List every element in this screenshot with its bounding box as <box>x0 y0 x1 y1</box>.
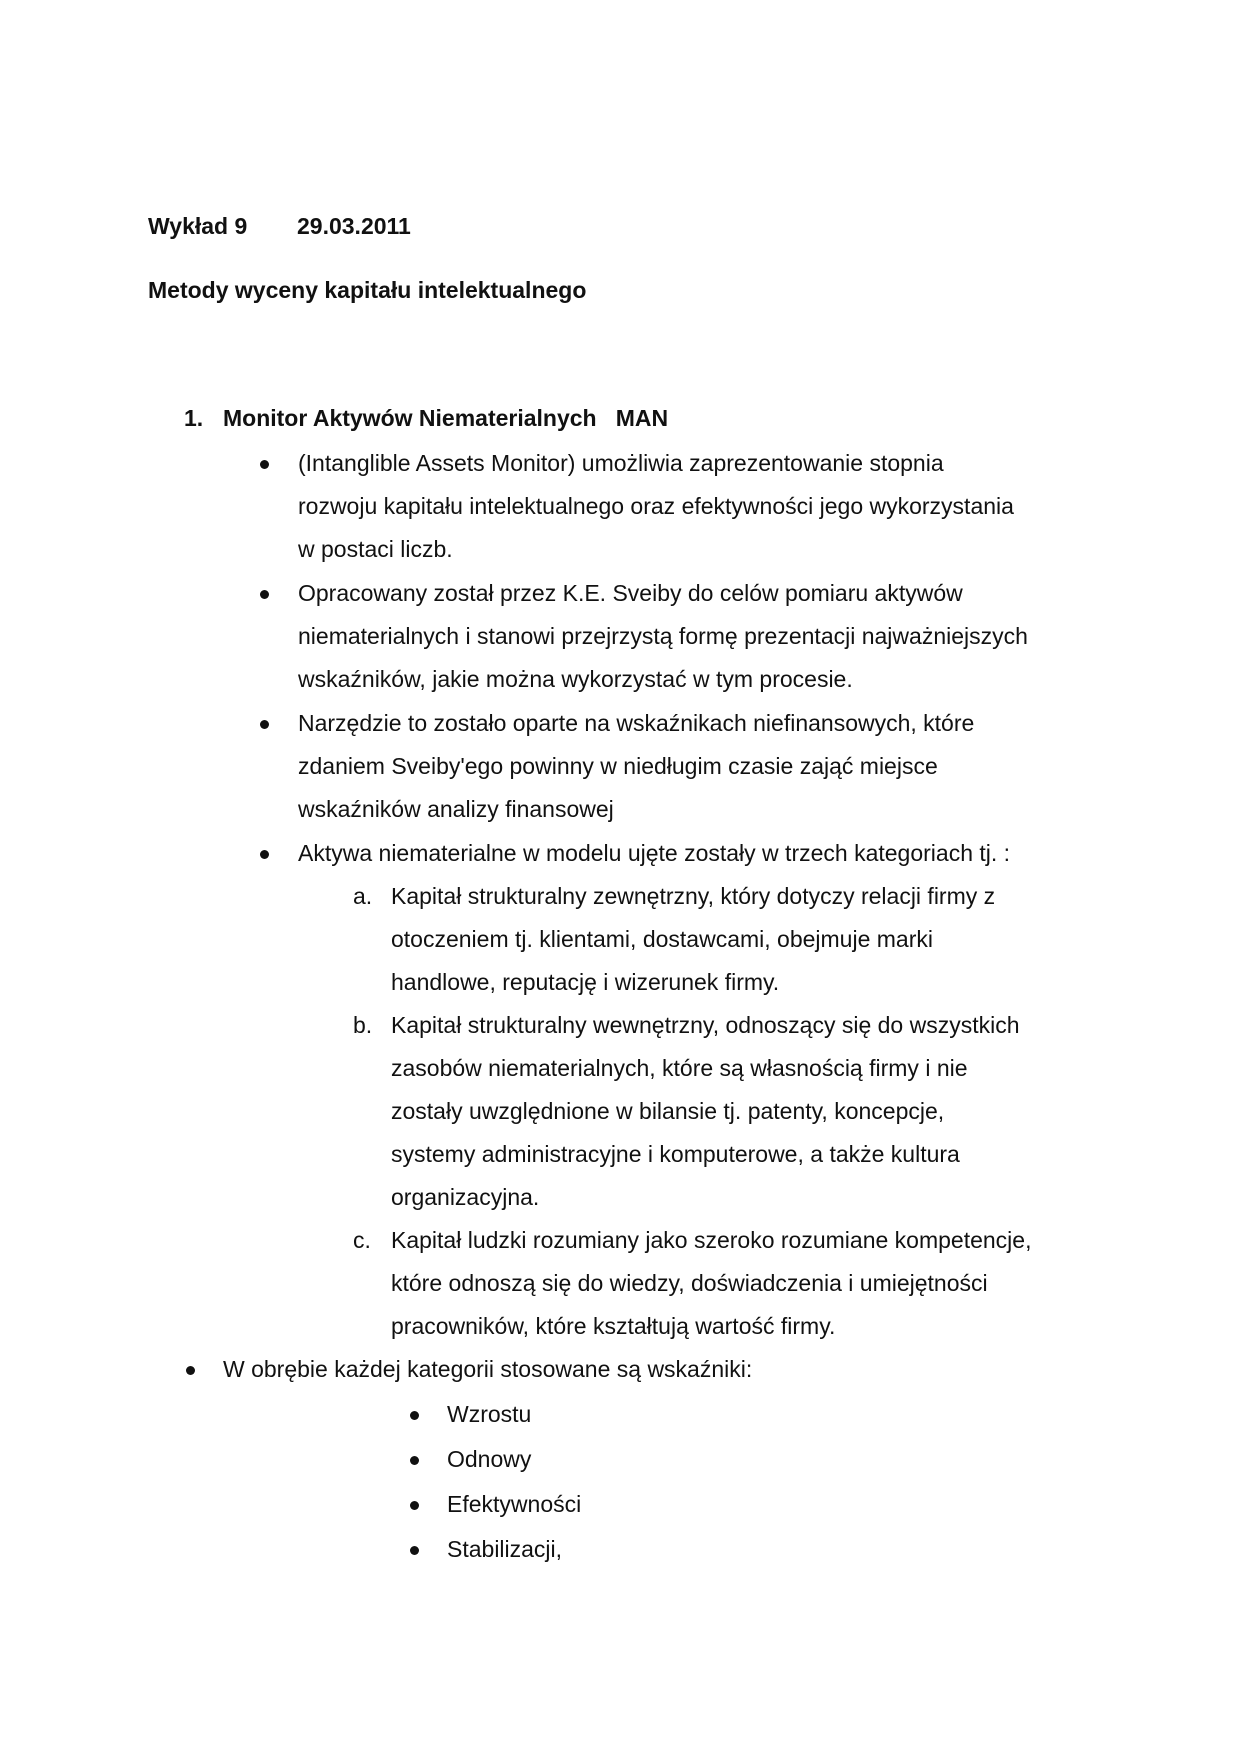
bullet-icon <box>186 1366 195 1375</box>
category-b-line-5: organizacyjna. <box>391 1184 540 1210</box>
section-number: 1. <box>184 405 204 431</box>
category-c-line-2: które odnoszą się do wiedzy, doświadczenia i umiejętności <box>391 1270 988 1296</box>
point-3-line-2: zdaniem Sveiby'ego powinny w niedługim czasie zająć miejsce <box>298 753 938 779</box>
bullet-icon <box>260 850 269 859</box>
indicator-item: Wzrostu <box>447 1401 532 1427</box>
category-a-letter: a. <box>353 883 373 909</box>
point-1-line-3: w postaci liczb. <box>298 536 453 562</box>
bullet-icon <box>410 1546 419 1555</box>
bullet-icon <box>260 590 269 599</box>
category-c-line-3: pracowników, które kształtują wartość firmy. <box>391 1313 836 1339</box>
point-1-line-2: rozwoju kapitału intelektualnego oraz efektywności jego wykorzystania <box>298 493 1014 519</box>
bullet-icon <box>260 460 269 469</box>
point-4-line-1: Aktywa niematerialne w modelu ujęte zostały w trzech kategoriach tj. : <box>298 840 1011 866</box>
category-c-line-1: Kapitał ludzki rozumiany jako szeroko rozumiane kompetencje, <box>391 1227 1032 1253</box>
point-2-line-2: niematerialnych i stanowi przejrzystą formę prezentacji najważniejszych <box>298 623 1028 649</box>
point-3-line-3: wskaźników analizy finansowej <box>298 796 614 822</box>
category-b-line-1: Kapitał strukturalny wewnętrzny, odnoszący się do wszystkich <box>391 1012 1020 1038</box>
category-b-line-2: zasobów niematerialnych, które są własnością firmy i nie <box>391 1055 968 1081</box>
point-1-line-1: (Intanglible Assets Monitor) umożliwia zaprezentowanie stopnia <box>298 450 944 476</box>
point-3-line-1: Narzędzie to zostało oparte na wskaźnikach niefinansowych, które <box>298 710 975 736</box>
category-c-letter: c. <box>353 1227 371 1253</box>
point-2-line-1: Opracowany został przez K.E. Sveiby do celów pomiaru aktywów <box>298 580 963 606</box>
category-b-line-4: systemy administracyjne i komputerowe, a także kultura <box>391 1141 960 1167</box>
point-2-line-3: wskaźników, jakie można wykorzystać w tym procesie. <box>298 666 853 692</box>
bullet-icon <box>410 1456 419 1465</box>
category-a-line-2: otoczeniem tj. klientami, dostawcami, obejmuje marki <box>391 926 933 952</box>
bullet-icon <box>260 720 269 729</box>
lecture-date: 29.03.2011 <box>297 213 411 239</box>
category-b-line-3: zostały uwzględnione w bilansie tj. patenty, koncepcje, <box>391 1098 945 1124</box>
category-a-line-3: handlowe, reputację i wizerunek firmy. <box>391 969 780 995</box>
indicator-item: Odnowy <box>447 1446 532 1472</box>
category-b-letter: b. <box>353 1012 373 1038</box>
bullet-icon <box>410 1501 419 1510</box>
document-title: Metody wyceny kapitału intelektualnego <box>148 277 587 303</box>
indicator-item: Stabilizacji, <box>447 1536 563 1562</box>
section-heading: Monitor Aktywów Niematerialnych MAN <box>223 405 669 431</box>
lecture-label: Wykład 9 <box>148 213 248 239</box>
bullet-icon <box>410 1411 419 1420</box>
category-a-line-1: Kapitał strukturalny zewnętrzny, który dotyczy relacji firmy z <box>391 883 996 909</box>
indicator-item: Efektywności <box>447 1491 582 1517</box>
indicators-intro: W obrębie każdej kategorii stosowane są wskaźniki: <box>223 1356 753 1382</box>
